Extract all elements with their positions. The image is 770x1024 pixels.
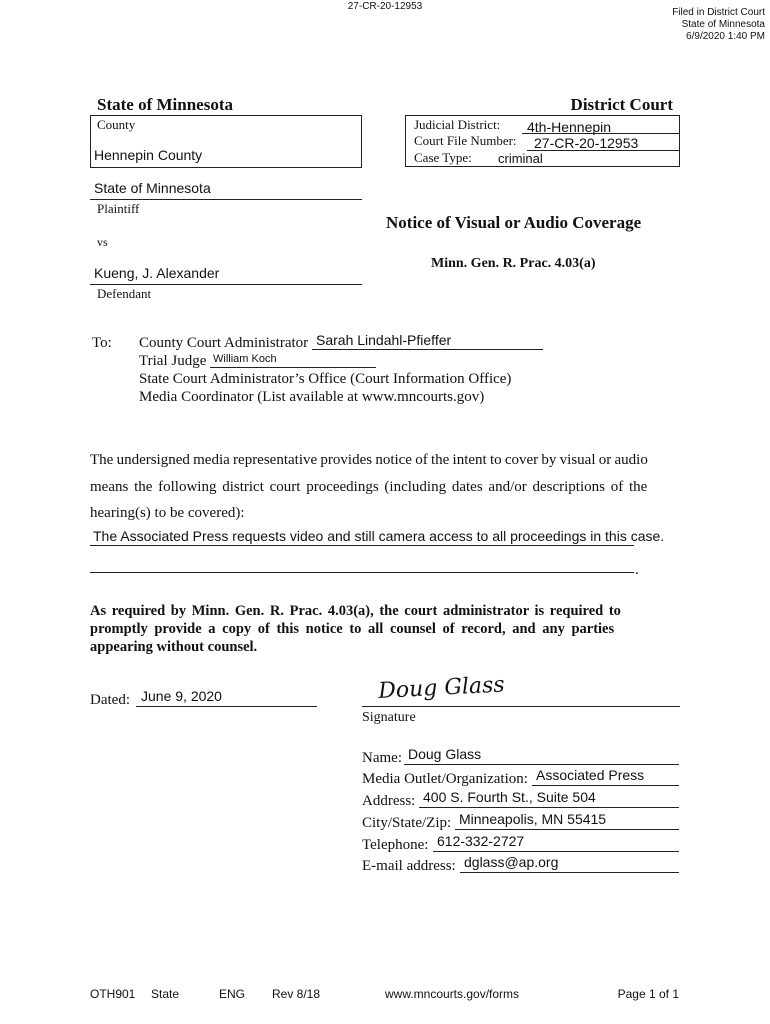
filed-line-2: State of Minnesota bbox=[681, 19, 765, 30]
body-line-1: The undersigned media representative provides notice of the intent to cover by visual or audio bbox=[90, 452, 648, 468]
state-heading: State of Minnesota bbox=[97, 95, 233, 114]
court-file-label: Court File Number: bbox=[414, 133, 517, 148]
footer-form-id: OTH901 bbox=[90, 987, 136, 1001]
county-value: Hennepin County bbox=[94, 147, 203, 163]
notice-line-3: appearing without counsel. bbox=[90, 639, 258, 655]
phone-value: 612-332-2727 bbox=[437, 833, 525, 849]
admin-label: County Court Administrator bbox=[139, 335, 309, 351]
defendant-label: Defendant bbox=[97, 286, 152, 301]
defendant-value: Kueng, J. Alexander bbox=[94, 265, 220, 281]
judicial-district-line bbox=[522, 133, 679, 134]
outlet-line bbox=[532, 785, 679, 786]
versus: vs bbox=[97, 235, 108, 249]
defendant-line bbox=[90, 284, 362, 285]
judge-label: Trial Judge bbox=[139, 353, 207, 369]
request-line-2 bbox=[90, 572, 634, 573]
footer-state: State bbox=[151, 987, 180, 1001]
email-value: dglass@ap.org bbox=[464, 854, 559, 870]
judge-value: William Koch bbox=[213, 353, 277, 365]
footer-page: Page 1 of 1 bbox=[617, 987, 679, 1001]
email-line bbox=[460, 872, 679, 873]
court-file-value: 27-CR-20-12953 bbox=[534, 135, 639, 151]
media-coordinator-line: Media Coordinator (List available at www.mncourts.gov) bbox=[139, 389, 485, 405]
form-title: Notice of Visual or Audio Coverage bbox=[386, 213, 642, 232]
plaintiff-line bbox=[90, 199, 362, 200]
phone-label: Telephone: bbox=[362, 837, 429, 853]
request-line-1 bbox=[90, 545, 634, 546]
name-label: Name: bbox=[362, 750, 402, 766]
filed-line-1: Filed in District Court bbox=[672, 7, 765, 18]
case-number-header: 27-CR-20-12953 bbox=[347, 1, 423, 12]
notice-line-2: promptly provide a copy of this notice to all counsel of record, and any parties bbox=[90, 621, 615, 637]
address-value: 400 S. Fourth St., Suite 504 bbox=[423, 789, 596, 805]
body-line-2: means the following district court proceedings (including dates and/or descriptions of the bbox=[90, 479, 648, 495]
county-label: County bbox=[97, 117, 136, 132]
body-line-3: hearing(s) to be covered): bbox=[90, 505, 245, 521]
judicial-district-value: 4th-Hennepin bbox=[527, 119, 612, 135]
dated-label: Dated: bbox=[90, 692, 130, 708]
notice-line-1: As required by Minn. Gen. R. Prac. 4.03(a), the court administrator is required to bbox=[90, 603, 621, 619]
judicial-district-label: Judicial District: bbox=[414, 117, 501, 132]
admin-value: Sarah Lindahl-Pfieffer bbox=[316, 332, 452, 348]
dated-value: June 9, 2020 bbox=[141, 688, 222, 704]
footer-lang: ENG bbox=[219, 987, 246, 1001]
email-label: E-mail address: bbox=[362, 858, 456, 874]
address-line bbox=[419, 807, 679, 808]
court-file-line bbox=[527, 150, 679, 151]
court-heading: District Court bbox=[570, 95, 673, 114]
signature-line bbox=[362, 706, 680, 707]
case-type-label: Case Type: bbox=[414, 150, 472, 165]
outlet-label: Media Outlet/Organization: bbox=[362, 771, 528, 787]
signature-image: Doug Glass bbox=[377, 672, 506, 704]
address-label: Address: bbox=[362, 793, 416, 809]
phone-line bbox=[433, 851, 679, 852]
admin-line bbox=[312, 349, 543, 350]
to-label: To: bbox=[92, 335, 112, 351]
plaintiff-label: Plaintiff bbox=[97, 201, 140, 216]
city-value: Minneapolis, MN 55415 bbox=[459, 811, 607, 827]
footer-rev: Rev 8/18 bbox=[272, 987, 321, 1001]
name-value: Doug Glass bbox=[408, 746, 482, 762]
dated-line bbox=[136, 706, 317, 707]
state-office-line: State Court Administrator’s Office (Court Information Office) bbox=[139, 371, 512, 387]
request-text: The Associated Press requests video and still camera access to all proceedings in this case. bbox=[93, 528, 665, 544]
filed-stamp bbox=[672, 7, 765, 43]
rule-citation: Minn. Gen. R. Prac. 4.03(a) bbox=[431, 256, 596, 271]
footer-url: www.mncourts.gov/forms bbox=[385, 987, 520, 1001]
case-type-value: criminal bbox=[498, 151, 543, 166]
outlet-value: Associated Press bbox=[536, 767, 645, 783]
city-label: City/State/Zip: bbox=[362, 815, 452, 831]
city-line bbox=[455, 829, 679, 830]
filed-line-3: 6/9/2020 1:40 PM bbox=[686, 31, 765, 42]
name-line bbox=[404, 764, 679, 765]
plaintiff-value: State of Minnesota bbox=[94, 180, 211, 196]
judge-line bbox=[210, 367, 376, 368]
request-period: . bbox=[635, 562, 639, 578]
signature-label: Signature bbox=[362, 710, 416, 725]
